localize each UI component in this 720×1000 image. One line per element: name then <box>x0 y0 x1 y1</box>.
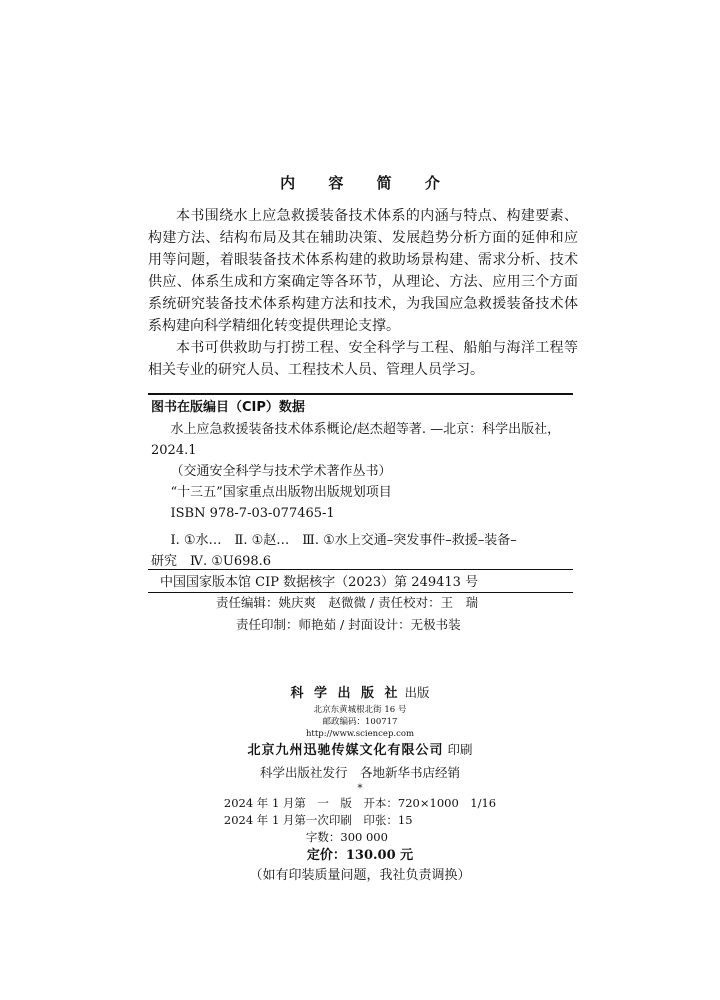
summary-paragraph-2: 本书可供救助与打捞工程、安全科学与工程、船舶与海洋工程等相关专业的研究人员、工程技术人员、管理人员学习。 <box>148 340 578 378</box>
cip-isbn-line: ISBN 978-7-03-077465-1 <box>170 506 335 521</box>
cip-block <box>151 397 571 572</box>
cip-heading: 图书在版编目（CIP）数据 <box>151 400 305 415</box>
distribution-line: 科学出版社发行 各地新华书店经销 <box>259 765 460 780</box>
printer-suffix: 印刷 <box>447 742 473 757</box>
separator-star: * <box>357 783 363 794</box>
editors-line-2: 责任印制：师艳茹 / 封面设计：无极书装 <box>236 617 461 632</box>
publisher-website: http://www.sciencep.com <box>305 729 415 739</box>
printer-name: 北京九州迅驰传媒文化有限公司 <box>247 743 444 758</box>
summary-text <box>148 205 578 381</box>
cip-series-line: （交通安全科学与技术学术著作丛书） <box>170 464 392 479</box>
cip-classification-line-2: 研究 Ⅳ. ①U698.6 <box>151 554 272 569</box>
editors-block <box>0 592 720 636</box>
cip-top-rule <box>148 393 573 395</box>
summary-paragraph-1: 本书围绕水上应急救援装备技术体系的内涵与特点、构建要素、构建方法、结构布局及其在辅助决策、发展趋势分析方面的延伸和应用等问题，着眼装备技术体系构建的救助场景构建、需求分析、技术供应、体系生成和方案确定等各环节，从理论、方法、应用三个方面系统研究装备技术体系构建方法和技术，为我国应急救援装备技术体系构建向科学精细化转变提供理论支撑。 <box>148 208 578 334</box>
printing-line: 2024 年 1 月第一次印刷 印张：15 <box>223 813 413 827</box>
publisher-address: 北京东黄城根北街 16 号 <box>313 705 407 715</box>
editors-line-1: 责任编辑：姚庆爽 赵微微 / 责任校对：王 瑞 <box>216 595 479 610</box>
publisher-name: 科 学 出 版 社 <box>290 686 401 701</box>
cip-middle-rule <box>148 569 573 570</box>
edition-line: 2024 年 1 月第 一 版 开本：720×1000 1/16 <box>223 796 497 810</box>
summary-title: 内 容 简 介 <box>280 174 454 192</box>
cip-classification-line-1: Ⅰ. ①水… Ⅱ. ①赵… Ⅲ. ①水上交通–突发事件–救援–装备– <box>170 533 517 548</box>
price-line: 定价：130.00 元 <box>306 848 414 863</box>
cip-project-line: “十三五”国家重点出版物出版规划项目 <box>170 485 392 500</box>
notice-line: （如有印装质量问题，我社负责调换） <box>249 868 471 883</box>
cip-title-line: 水上应急救援装备技术体系概论/赵杰超等著. —北京：科学出版社， <box>170 422 561 437</box>
imprint-block <box>0 683 720 886</box>
publisher-postcode: 邮政编码：100717 <box>322 717 398 727</box>
cip-date-line: 2024.1 <box>151 443 197 458</box>
cip-number: 中国国家版本馆 CIP 数据核字（2023）第 249413 号 <box>160 575 479 590</box>
publisher-suffix: 出版 <box>404 685 430 700</box>
wordcount-line: 字数：300 000 <box>305 830 388 844</box>
